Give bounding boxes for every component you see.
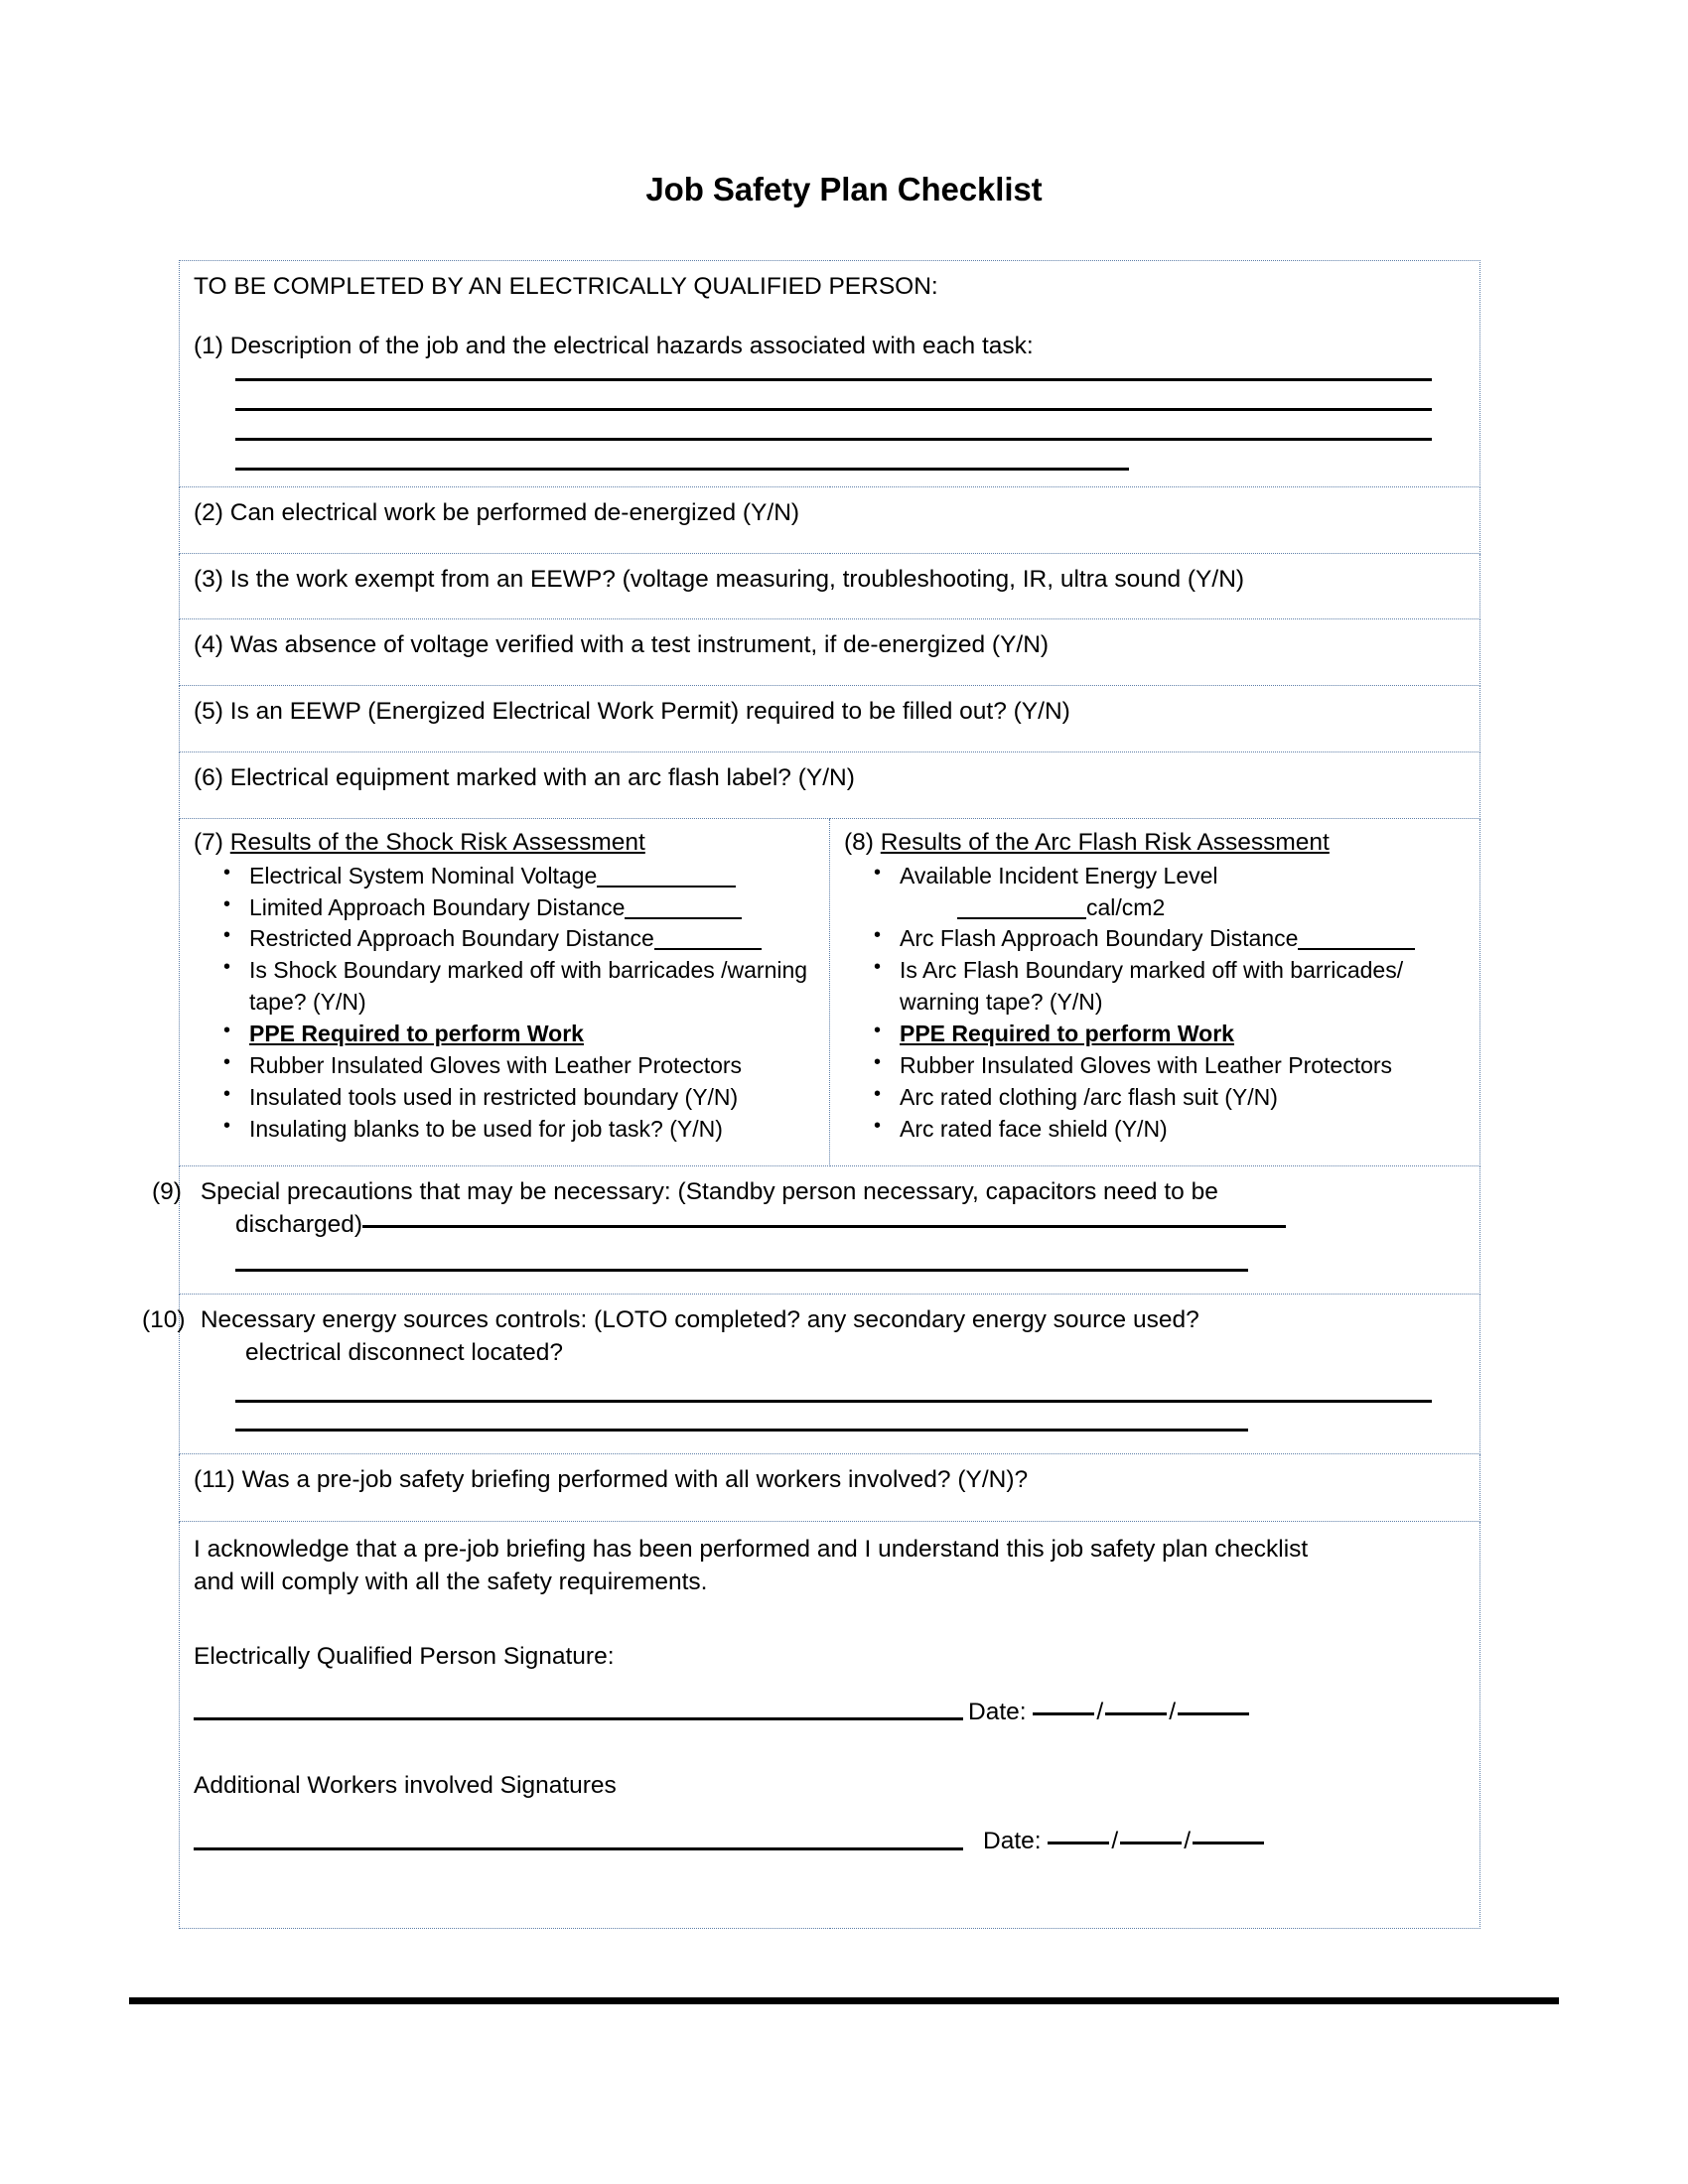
date-label: Date: — [968, 1698, 1027, 1725]
list-item-label: Rubber Insulated Gloves with Leather Protectors — [900, 1052, 1393, 1079]
table-row-q4 — [180, 619, 1480, 686]
cell-instruction-q1 — [180, 261, 1480, 487]
signature-row-qualified-person — [194, 1683, 1466, 1728]
question-11-number: (11) — [194, 1465, 235, 1493]
list-item-unit-line — [900, 892, 1472, 924]
job-safety-plan-form — [142, 260, 1480, 1929]
answer-line[interactable] — [235, 438, 1432, 441]
question-11 — [194, 1464, 1466, 1496]
cell-q11 — [180, 1453, 1480, 1522]
list-item — [249, 1114, 821, 1146]
question-3-number: (3) — [194, 565, 223, 593]
list-item — [900, 1082, 1472, 1114]
table-row-q3 — [180, 553, 1480, 619]
list-item-label: Is Arc Flash Boundary marked off with barricades/ warning tape? (Y/N) — [900, 957, 1404, 1016]
table-row-q6 — [180, 752, 1480, 819]
list-item-label: PPE Required to perform Work — [249, 1021, 584, 1047]
cell-q9 — [152, 1166, 1480, 1295]
list-item-ppe-required — [249, 1019, 821, 1050]
table-row-q11 — [180, 1453, 1480, 1522]
question-6-text: Electrical equipment marked with an arc flash label? (Y/N) — [229, 764, 855, 792]
question-5-text: Is an EEWP (Energized Electrical Work Permit) required to be filled out? (Y/N) — [229, 698, 1070, 726]
list-item — [900, 861, 1472, 924]
cell-q4 — [180, 619, 1480, 686]
date-field-qualified-person — [968, 1697, 1249, 1729]
fill-in-blank[interactable] — [957, 917, 1086, 919]
header-instruction: TO BE COMPLETED BY AN ELECTRICALLY QUALIFIED PERSON: — [194, 273, 938, 300]
question-2-number: (2) — [194, 498, 223, 526]
page-title: Job Safety Plan Checklist — [645, 171, 1043, 207]
list-item-label: Arc rated clothing /arc flash suit (Y/N) — [900, 1084, 1278, 1111]
question-10-line2 — [194, 1337, 1466, 1370]
acknowledgement-line1: I acknowledge that a pre-job briefing has been performed and I understand this job safety plan checklist — [194, 1536, 1309, 1564]
question-1-text: Description of the job and the electrical hazards associated with each task: — [229, 332, 1034, 359]
fill-in-blank[interactable] — [654, 948, 762, 950]
table-row-instruction-q1 — [180, 261, 1480, 487]
table-row-q9 — [180, 1166, 1480, 1295]
cell-q10 — [142, 1295, 1480, 1453]
question-9-text-line2: discharged) — [235, 1210, 363, 1238]
question-3 — [194, 564, 1466, 596]
list-item-label: Rubber Insulated Gloves with Leather Protectors — [249, 1052, 743, 1079]
date-year-blank[interactable] — [1178, 1712, 1249, 1715]
list-item — [900, 923, 1472, 955]
question-9-answer-lines[interactable] — [235, 1269, 1466, 1272]
question-8-item-list — [844, 861, 1472, 1147]
signature-input-qualified-person[interactable] — [194, 1717, 963, 1720]
question-7-item-list — [194, 861, 821, 1147]
signature-label-additional-workers: Additional Workers involved Signatures — [194, 1772, 617, 1800]
answer-line[interactable] — [235, 1429, 1248, 1432]
date-field-additional-workers — [983, 1826, 1264, 1858]
question-3-text: Is the work exempt from an EEWP? (voltage measuring, troubleshooting, IR, ultra sound (Y/N) — [229, 565, 1245, 593]
list-item — [249, 955, 821, 1019]
date-separator: / — [1096, 1698, 1104, 1725]
cell-q6 — [180, 752, 1480, 819]
list-item-label: Limited Approach Boundary Distance — [249, 893, 626, 920]
question-4 — [194, 629, 1466, 661]
table-row-q2 — [180, 486, 1480, 553]
question-2-text: Can electrical work be performed de-energized (Y/N) — [229, 498, 800, 526]
question-9-line2 — [194, 1209, 1466, 1242]
list-item-label: PPE Required to perform Work — [900, 1021, 1234, 1047]
table-row-q5 — [180, 686, 1480, 752]
list-item-label: Available Incident Energy Level — [900, 862, 1218, 888]
list-item-label: Restricted Approach Boundary Distance — [249, 925, 654, 952]
question-1 — [194, 331, 1466, 362]
question-10-answer-lines[interactable] — [235, 1400, 1466, 1432]
date-separator: / — [1184, 1828, 1191, 1855]
question-10-text-line2: electrical disconnect located? — [245, 1338, 564, 1366]
question-4-text: Was absence of voltage verified with a test instrument, if de-energized (Y/N) — [229, 631, 1050, 659]
table-row-risk-assessments — [180, 818, 1480, 1165]
answer-line[interactable] — [235, 1400, 1432, 1403]
fill-in-blank[interactable] — [597, 886, 736, 887]
question-5-number: (5) — [194, 698, 223, 726]
list-item — [900, 1114, 1472, 1146]
list-item — [249, 1050, 821, 1082]
date-year-blank[interactable] — [1193, 1842, 1264, 1844]
answer-line[interactable] — [235, 468, 1129, 471]
acknowledgement-statement — [194, 1534, 1466, 1598]
question-10: (10) Necessary energy sources controls: (LOTO completed? any secondary energy source used? — [142, 1306, 1199, 1334]
question-2 — [194, 497, 1466, 529]
signature-input-additional-workers[interactable] — [194, 1847, 963, 1850]
signature-row-additional-workers — [194, 1813, 1466, 1858]
list-item-label: Is Shock Boundary marked off with barricades /warning tape? (Y/N) — [249, 957, 808, 1016]
fill-in-blank[interactable] — [625, 917, 742, 919]
page-bottom-rule — [129, 1997, 1559, 2004]
table-row-acknowledgement — [180, 1522, 1480, 1928]
question-10-text-line1: Necessary energy sources controls: (LOTO completed? any secondary energy source used? — [200, 1306, 1199, 1334]
answer-line[interactable] — [235, 1269, 1248, 1272]
answer-line[interactable] — [235, 378, 1432, 381]
list-item — [249, 861, 821, 892]
date-separator: / — [1111, 1828, 1119, 1855]
list-item-label: Insulating blanks to be used for job task? (Y/N) — [249, 1116, 723, 1143]
question-7-heading-text: Results of the Shock Risk Assessment — [229, 828, 645, 856]
list-item — [900, 955, 1472, 1019]
acknowledgement-line2: and will comply with all the safety requirements. — [194, 1568, 708, 1595]
question-5 — [194, 696, 1466, 728]
question-8-heading — [844, 828, 1472, 859]
date-label: Date: — [983, 1828, 1042, 1855]
fill-in-blank[interactable] — [1298, 948, 1415, 950]
question-1-number: (1) — [194, 332, 223, 359]
date-day-blank[interactable] — [1105, 1712, 1167, 1715]
cell-q8-arc-flash-risk-assessment — [830, 818, 1480, 1165]
question-4-number: (4) — [194, 631, 223, 659]
date-month-blank[interactable] — [1048, 1842, 1109, 1844]
signature-label-qualified-person: Electrically Qualified Person Signature: — [194, 1642, 615, 1670]
cell-q2 — [180, 486, 1480, 553]
list-item-label: Electrical System Nominal Voltage — [249, 862, 598, 888]
date-separator: / — [1169, 1698, 1176, 1725]
date-month-blank[interactable] — [1033, 1712, 1094, 1715]
date-day-blank[interactable] — [1120, 1842, 1182, 1844]
question-1-answer-lines[interactable] — [235, 378, 1466, 471]
cell-q7-shock-risk-assessment — [180, 818, 830, 1165]
list-item-ppe-required — [900, 1019, 1472, 1050]
list-item-label: Arc rated face shield (Y/N) — [900, 1116, 1168, 1143]
cell-acknowledgement — [180, 1522, 1480, 1928]
table-row-q10 — [180, 1295, 1480, 1453]
cell-q5 — [180, 686, 1480, 752]
question-8-number: (8) — [844, 828, 874, 856]
fill-in-blank[interactable] — [362, 1225, 1286, 1228]
question-6 — [194, 762, 1466, 794]
question-11-text: Was a pre-job safety briefing performed with all workers involved? (Y/N)? — [241, 1465, 1029, 1493]
cell-q3 — [180, 553, 1480, 619]
question-9: (9) Special precautions that may be necessary: (Standby person necessary, capacitors need to be — [152, 1178, 1218, 1206]
list-item — [900, 1050, 1472, 1082]
question-9-text-line1: Special precautions that may be necessary: (Standby person necessary, capacitors need to be — [200, 1178, 1218, 1206]
list-item — [249, 892, 821, 924]
answer-line[interactable] — [235, 408, 1432, 411]
question-7-number: (7) — [194, 828, 223, 856]
question-8-heading-text: Results of the Arc Flash Risk Assessment — [880, 828, 1330, 856]
list-item-label: Insulated tools used in restricted boundary (Y/N) — [249, 1084, 739, 1111]
question-7-heading — [194, 828, 821, 859]
list-item-unit: cal/cm2 — [1086, 893, 1166, 920]
question-6-number: (6) — [194, 764, 223, 792]
list-item — [249, 1082, 821, 1114]
list-item — [249, 923, 821, 955]
list-item-label: Arc Flash Approach Boundary Distance — [900, 925, 1299, 952]
